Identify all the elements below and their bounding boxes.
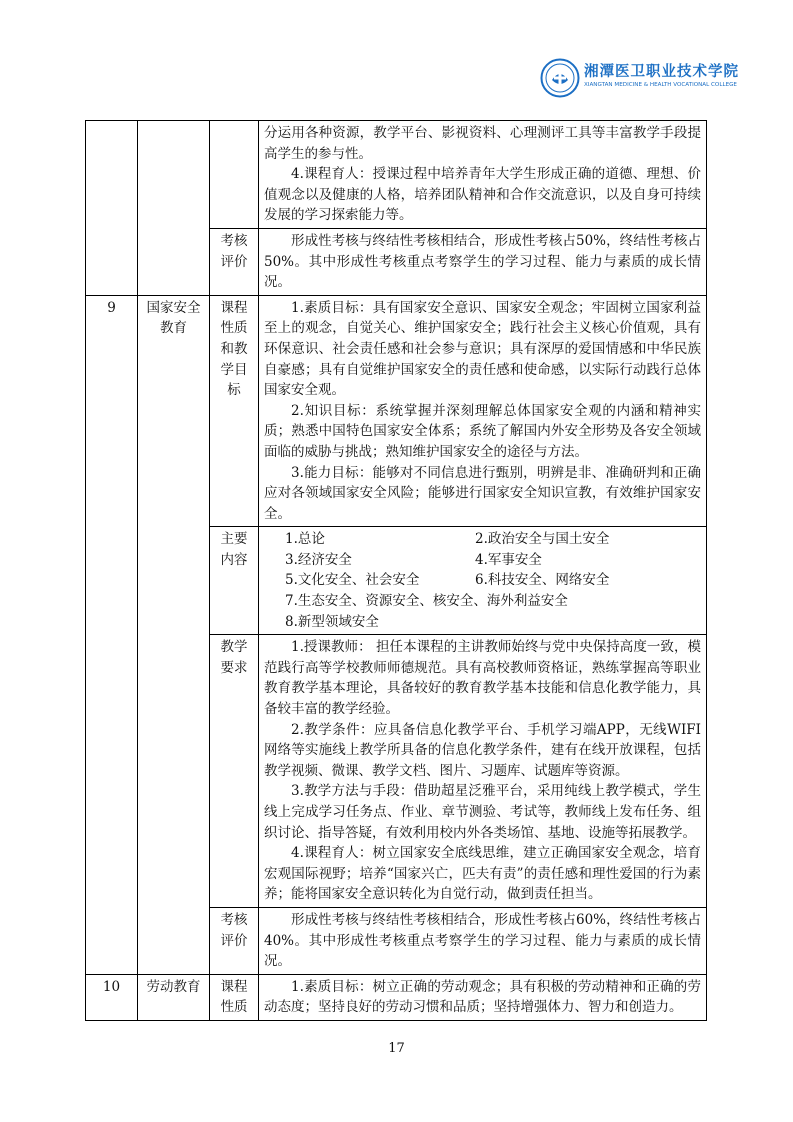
page-number: 17	[388, 1041, 405, 1056]
paragraph: 2.知识目标：系统掌握并深刻理解总体国家安全观的内涵和精神实质；熟悉中国特色国家安全体系；系统了解国内外安全形势及各安全领域面临的威胁与挑战；熟知维护国家安全的途径与方法。	[264, 402, 701, 460]
paragraph: 3.教学方法与手段：借助超星泛雅平台，采用纯线上教学模式，学生线上完成学习任务点、作业、章节测验、考试等，教师线上发布任务、组织讨论、指导答疑，有效利用校内外各类场馆、基地、设施等拓展教学。	[264, 783, 701, 841]
content-list	[264, 529, 701, 632]
course-name: 国家安全 教育	[138, 295, 210, 974]
list-item: 5.文化安全、社会安全	[285, 572, 420, 589]
paragraph: 形成性考核与终结性考核相结合，形成性考核占60%，终结性考核占40%。其中形成性考核重点考察学生的学习过程、能力与素质的成长情况。	[264, 911, 701, 970]
list-item: 3.经济安全	[285, 551, 352, 568]
college-logo	[540, 58, 739, 100]
course-number: 10	[86, 974, 138, 1020]
cell-label: 课程 性质	[210, 974, 259, 1020]
cell-content	[259, 228, 707, 295]
cell-content	[259, 527, 707, 635]
cell-content	[259, 121, 707, 229]
cell-label: 考核 评价	[210, 228, 259, 295]
college-name-en: XIANGTAN MEDICINE & HEALTH VOCATIONAL COLLEGE	[584, 82, 737, 88]
cell-label: 课程 性质 和教 学目 标	[210, 295, 259, 527]
cell-label: 教学 要求	[210, 635, 259, 908]
table-row	[86, 974, 707, 1020]
cell-content	[259, 295, 707, 527]
cell-label: 主要 内容	[210, 527, 259, 635]
paragraph: 1.素质目标：具有国家安全意识、国家安全观念；牢固树立国家利益至上的观念，自觉关心、维护国家安全；践行社会主义核心价值观，具有环保意识、社会责任感和社会参与意识；具有深厚的爱国情感和中华民族自豪感；具有自觉维护国家安全的责任感和使命感，以实际行动践行总体国家安全观。	[264, 299, 701, 399]
cell-label: 考核 评价	[210, 907, 259, 974]
table-row	[86, 295, 707, 527]
list-item: 1.总论	[285, 531, 325, 548]
paragraph: 2.教学条件：应具备信息化教学平台、手机学习端APP，无线WIFI网络等实施线上教学所具备的信息化教学条件，建有在线开放课程，包括教学视频、微课、教学文档、图片、习题库、试题库等资源。	[264, 721, 701, 779]
course-name: 劳动教育	[138, 974, 210, 1020]
list-item: 6.科技安全、网络安全	[475, 572, 610, 589]
cell-content	[259, 635, 707, 908]
list-item: 2.政治安全与国土安全	[475, 531, 610, 548]
table-row	[86, 121, 707, 229]
paragraph: 分运用各种资源，教学平台、影视资料、心理测评工具等丰富教学手段提高学生的参与性。	[264, 125, 701, 162]
list-item: 8.新型领域安全	[285, 613, 379, 630]
cell-content	[259, 974, 707, 1020]
curriculum-table	[85, 120, 707, 1021]
college-emblem-icon	[540, 58, 580, 98]
list-item: 7.生态安全、资源安全、核安全、海外利益安全	[285, 593, 568, 610]
paragraph: 1.授课教师： 担任本课程的主讲教师始终与党中央保持高度一致，模范践行高等学校教师师德规范。具有高校教师资格证，熟练掌握高等职业教育教学基本理论，具备较好的教育教学基本技能和信息化教学能力，具备较丰富的教学经验。	[264, 639, 701, 718]
college-name: 湘潭医卫职业技术学院	[584, 63, 739, 80]
paragraph: 形成性考核与终结性考核相结合，形成性考核占50%，终结性考核占50%。其中形成性考核重点考察学生的学习过程、能力与素质的成长情况。	[264, 232, 701, 291]
paragraph: 3.能力目标：能够对不同信息进行甄别，明辨是非、准确研判和正确应对各领域国家安全风险；能够进行国家安全知识宣教，有效维护国家安全。	[264, 464, 701, 522]
paragraph: 4.课程育人：授课过程中培养青年大学生形成正确的道德、理想、价值观念以及健康的人格，培养团队精神和合作交流意识，以及自身可持续发展的学习探索能力等。	[264, 166, 701, 224]
list-item: 4.军事安全	[475, 551, 542, 568]
course-number: 9	[86, 295, 138, 974]
paragraph: 4.课程育人：树立国家安全底线思维，建立正确国家安全观念，培育宏观国际视野；培养“国家兴亡，匹夫有责”的责任感和理性爱国的行为素养；能将国家安全意识转化为自觉行动，做到责任担当。	[264, 845, 701, 903]
cell-content	[259, 907, 707, 974]
paragraph: 1.素质目标：树立正确的劳动观念；具有积极的劳动精神和正确的劳动态度；坚持良好的劳动习惯和品质；坚持增强体力、智力和创造力。	[264, 978, 701, 1016]
